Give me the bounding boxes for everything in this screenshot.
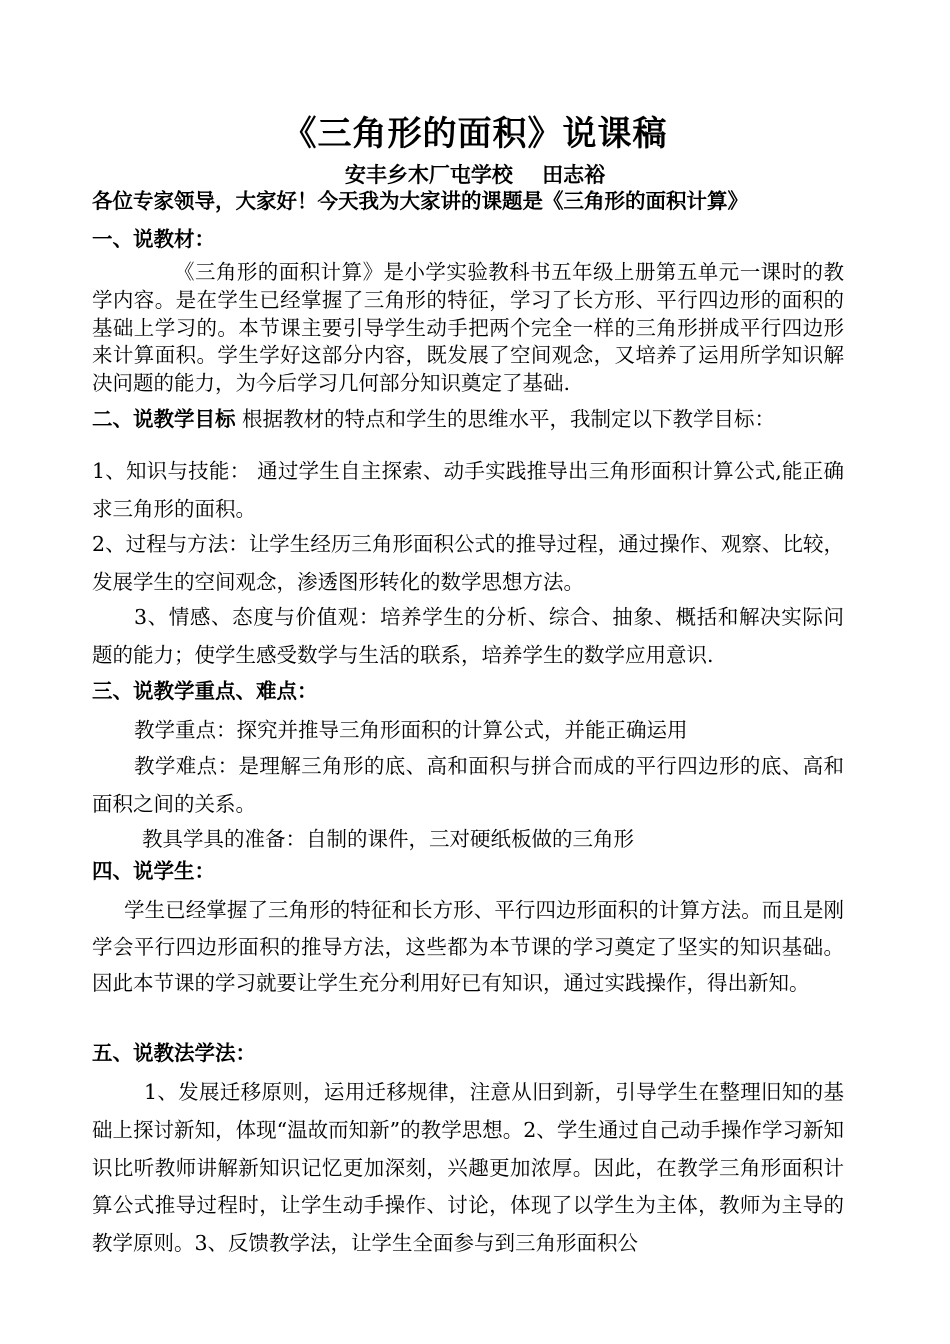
difficulty-text: 教学难点：是理解三角形的底、高和面积与拼合而成的平行四边形的底、高和面积之间的关系。	[92, 754, 844, 816]
section-heading-students: 四、说学生：	[92, 859, 215, 883]
author-line: 安丰乡木厂屯学校 田志裕	[344, 163, 606, 187]
section-body-methods: 1、发展迁移原则，运用迁移规律，注意从旧到新，引导学生在整理旧知的基础上探讨新知，体现“温故而知新”的教学思想。2、学生通过自己动手操作学习新知识比听教师讲解新知识记忆更加深刻，兴趣更加浓厚。因此，在教学三角形面积计算公式推导过程时，让学生动手操作、讨论，体现了以学生为主体，教师为主导的教学原则。3、反馈教学法，让学生全面参与到三角形面积公	[92, 1080, 844, 1256]
key-point-text: 教学重点：探究并推导三角形面积的计算公式，并能正确运用	[134, 718, 688, 742]
document-title: 《三角形的面积》说课稿	[282, 114, 668, 154]
objective-knowledge: 1、知识与技能： 通过学生自主探索、动手实践推导出三角形面积计算公式,能正确求三角形的面积。	[92, 459, 844, 521]
section-heading-objectives-line	[92, 405, 872, 433]
objective-process: 2、过程与方法：让学生经历三角形面积公式的推导过程，通过操作、观察、比较，发展学生的空间观念，渗透图形转化的数学思想方法。	[92, 532, 844, 594]
section-heading-methods: 五、说教法学法：	[92, 1041, 256, 1065]
materials-text: 教具学具的准备：自制的课件，三对硬纸板做的三角形	[142, 827, 634, 851]
section-body-students: 学生已经掌握了三角形的特征和长方形、平行四边形面积的计算方法。而且是刚学会平行四边形面积的推导方法，这些都为本节课的学习奠定了坚实的知识基础。因此本节课的学习就要让学生充分利用好已有知识，通过实践操作，得出新知。	[92, 898, 844, 995]
section-body-textbook: 《三角形的面积计算》是小学实验教科书五年级上册第五单元一课时的教学内容。是在学生已经掌握了三角形的特征，学习了长方形、平行四边形的面积的基础上学习的。本节课主要引导学生动手把两个完全一样的三角形拼成平行四边形来计算面积。学生学好这部分内容，既发展了空间观念，又培养了运用所学知识解决问题的能力，为今后学习几何部分知识奠定了基础.	[92, 260, 844, 396]
greeting-line: 各位专家领导，大家好！今天我为大家讲的课题是《三角形的面积计算》	[92, 189, 748, 213]
section-heading-textbook: 一、说教材：	[92, 227, 215, 251]
objective-attitude: 3、情感、态度与价值观：培养学生的分析、综合、抽象、概括和解决实际问题的能力；使学生感受数学与生活的联系，培养学生的数学应用意识.	[92, 605, 844, 667]
section-heading-objectives: 二、说教学目标	[92, 407, 236, 431]
objectives-intro: 根据教材的特点和学生的思维水平，我制定以下教学目标：	[235, 407, 776, 431]
section-heading-key-points: 三、说教学重点、难点：	[92, 679, 318, 703]
